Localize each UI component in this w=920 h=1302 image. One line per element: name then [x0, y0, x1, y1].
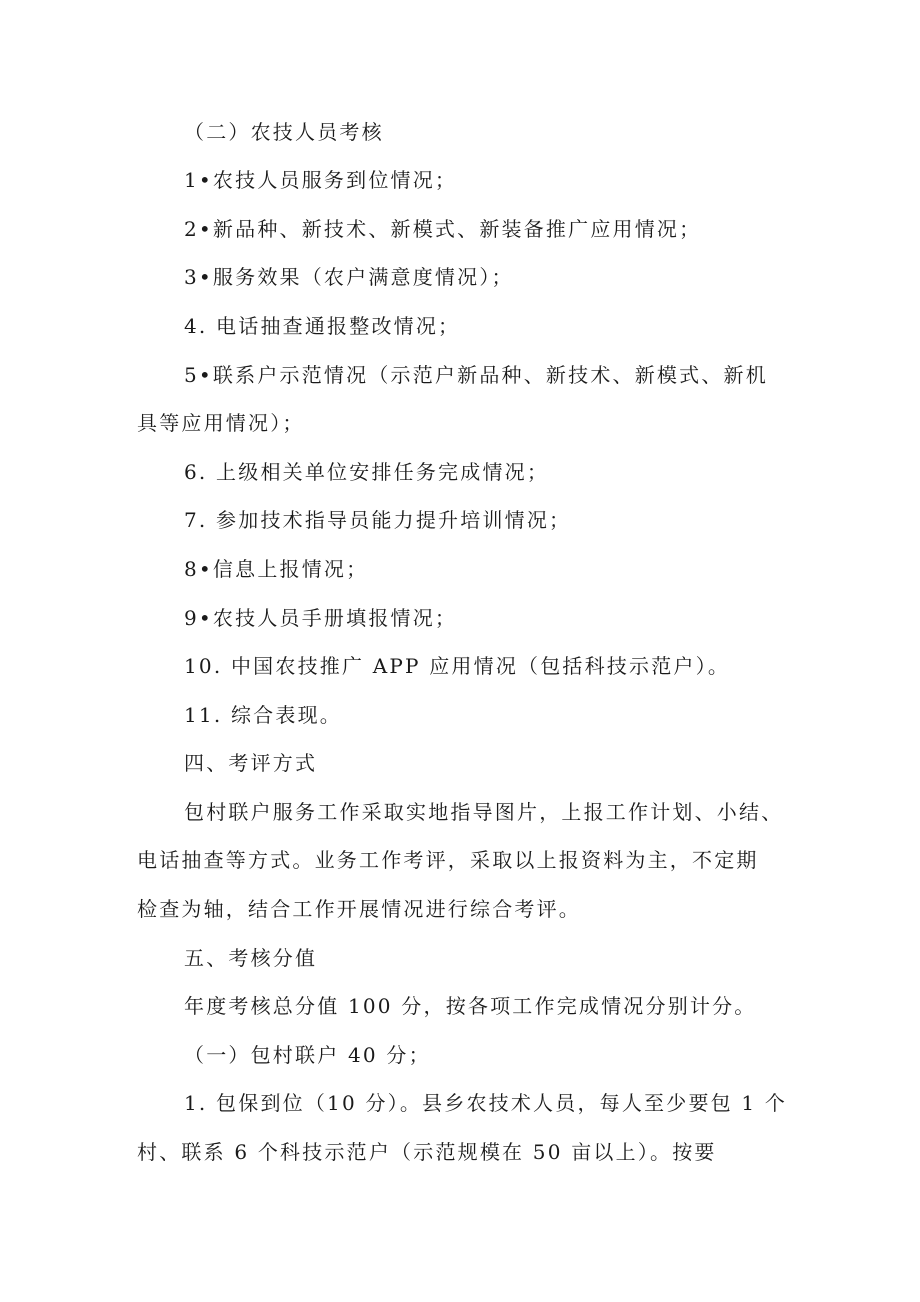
paragraph-item-1: 1. 包保到位（10 分）。县乡农技术人员，每人至少要包 1 个 [184, 1091, 788, 1115]
list-item-3: 3•服务效果（农户满意度情况）； [184, 265, 514, 289]
list-item-5: 5•联系户示范情况（示范户新品种、新技术、新模式、新机 [184, 363, 768, 387]
paragraph-total-score: 年度考核总分值 100 分，按各项工作完成情况分别计分。 [184, 994, 757, 1018]
list-item-2: 2•新品种、新技术、新模式、新装备推广应用情况； [184, 217, 702, 241]
section-heading-4: 四、考评方式 [184, 751, 318, 775]
paragraph-evaluation-method-line-2: 电话抽查等方式。业务工作考评，采取以上报资料为主，不定期 [137, 848, 759, 872]
list-item-1: 1•农技人员服务到位情况； [184, 168, 458, 192]
section-heading-2: （二）农技人员考核 [184, 120, 384, 144]
list-item-7: 7. 参加技术指导员能力提升培训情况； [184, 508, 572, 532]
list-item-6: 6. 上级相关单位安排任务完成情况； [184, 460, 550, 484]
list-item-10: 10. 中国农技推广 APP 应用情况（包括科技示范户）。 [184, 654, 731, 678]
list-item-5-continued: 具等应用情况）； [137, 411, 305, 435]
paragraph-evaluation-method-line-3: 检查为轴，结合工作开展情况进行综合考评。 [137, 897, 581, 921]
list-item-8: 8•信息上报情况； [184, 557, 369, 581]
list-item-9: 9•农技人员手册填报情况； [184, 606, 458, 630]
list-item-11: 11. 综合表现。 [184, 703, 342, 727]
paragraph-item-1-continued: 村、联系 6 个科技示范户（示范规模在 50 亩以上）。按要 [137, 1140, 717, 1164]
subsection-heading-1: （一）包村联户 40 分； [184, 1043, 431, 1067]
paragraph-evaluation-method: 包村联户服务工作采取实地指导图片，上报工作计划、小结、 [184, 800, 784, 824]
list-item-4: 4. 电话抽查通报整改情况； [184, 314, 461, 338]
section-heading-5: 五、考核分值 [184, 946, 318, 970]
